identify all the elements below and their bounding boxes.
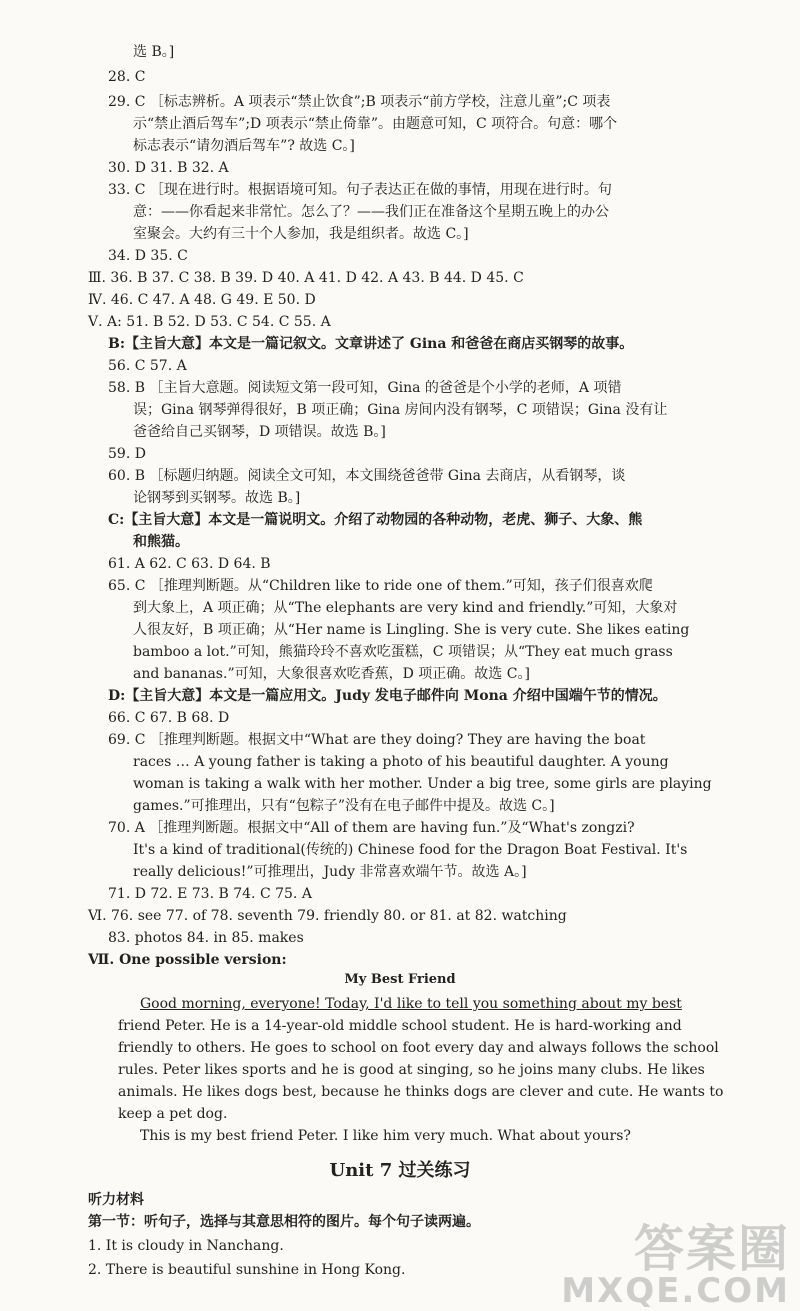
essay-line: Good morning, everyone! Today, I'd like to tell you something about my best — [140, 996, 682, 1012]
text-line: 到大象上，A 项正确；从“The elephants are very kind and friendly.”可知，大象对 — [133, 600, 678, 616]
section-6-answers-cont: 83. photos 84. in 85. makes — [108, 930, 304, 946]
passage-b-summary: B:【主旨大意】本文是一篇记叙文。文章讲述了 Gina 和爸爸在商店买钢琴的故事。 — [108, 336, 634, 352]
watermark-logo — [561, 1220, 790, 1311]
essay-title: My Best Friend — [344, 972, 456, 987]
text-line: races … A young father is taking a photo of his beautiful daughter. A young — [133, 754, 669, 770]
text-line: bamboo a lot.”可知，熊猫玲玲不喜欢吃蛋糕，C 项错误；从“They eat much grass — [133, 644, 673, 660]
answer-29: 29. C ［标志辨析。A 项表示“禁止饮食”;B 项表示“前方学校，注意儿童”;C 项表 — [108, 94, 611, 110]
text-line: 误；Gina 钢琴弹得很好，B 项正确；Gina 房间内没有钢琴，C 项错误；Gina 没有让 — [133, 402, 668, 418]
text-line: 人很友好，B 项正确；从“Her name is Lingling. She is very cute. She likes eating — [133, 622, 690, 638]
passage-c-summary: C:【主旨大意】本文是一篇说明文。介绍了动物园的各种动物，老虎、狮子、大象、熊 — [108, 512, 643, 528]
answer-56-57: 56. C 57. A — [108, 358, 187, 374]
text-line: 标志表示“请勿酒后驾车”? 故选 C。] — [133, 138, 355, 154]
section-7-heading: Ⅶ. One possible version: — [88, 952, 287, 968]
text-line: really delicious!”可推理出，Judy 非常喜欢端午节。故选 A。] — [133, 864, 527, 880]
text-line: 选 B。] — [133, 44, 175, 60]
text-line: 爸爸给自己买钢琴，D 项错误。故选 B。] — [133, 424, 386, 440]
listening-section-1: 第一节：听句子，选择与其意思相符的图片。每个句子读两遍。 — [88, 1214, 480, 1230]
answer-34-35: 34. D 35. C — [108, 248, 188, 264]
answer-30-32: 30. D 31. B 32. A — [108, 160, 229, 176]
answer-28: 28. C — [108, 69, 146, 85]
text-line: and bananas.”可知，大象很喜欢吃香蕉，D 项正确。故选 C。] — [133, 666, 530, 682]
unit-title: Unit 7 过关练习 — [329, 1160, 471, 1181]
text-line: 意：——你看起来非常忙。怎么了？——我们正在准备这个星期五晚上的办公 — [133, 204, 609, 220]
passage-d-summary: D:【主旨大意】本文是一篇应用文。Judy 发电子邮件向 Mona 介绍中国端午节的情况。 — [108, 688, 667, 704]
answer-61-64: 61. A 62. C 63. D 64. B — [108, 556, 271, 572]
answer-66-68: 66. C 67. B 68. D — [108, 710, 230, 726]
text-line: woman is taking a walk with her mother. Under a big tree, some girls are playing — [133, 776, 712, 792]
answer-70: 70. A ［推理判断题。根据文中“All of them are having fun.”及“What's zongzi? — [108, 820, 635, 836]
answer-59: 59. D — [108, 446, 146, 462]
essay-line: keep a pet dog. — [118, 1106, 228, 1122]
essay-line: animals. He likes dogs best, because he thinks dogs are clever and cute. He wants to — [118, 1084, 724, 1100]
essay-line: rules. Peter likes sports and he is good at singing, so he joins many clubs. He likes — [118, 1062, 705, 1078]
answer-60: 60. B ［标题归纳题。阅读全文可知，本文围绕爸爸带 Gina 去商店，从看钢琴，谈 — [108, 468, 626, 484]
answer-69: 69. C ［推理判断题。根据文中“What are they doing? They are having the boat — [108, 732, 646, 748]
essay-line: This is my best friend Peter. I like him very much. What about yours? — [140, 1128, 631, 1144]
listening-heading: 听力材料 — [88, 1192, 144, 1208]
text-line: 论钢琴到买钢琴。故选 B。] — [133, 490, 301, 506]
section-4-answers: Ⅳ. 46. C 47. A 48. G 49. E 50. D — [88, 292, 316, 308]
section-3-answers: Ⅲ. 36. B 37. C 38. B 39. D 40. A 41. D 42. A 43. B 44. D 45. C — [88, 270, 524, 286]
text-line: 和熊猫。 — [133, 534, 189, 550]
answer-71-75: 71. D 72. E 73. B 74. C 75. A — [108, 886, 312, 902]
answer-33: 33. C ［现在进行时。根据语境可知。句子表达正在做的事情，用现在进行时。句 — [108, 182, 612, 198]
answer-58: 58. B ［主旨大意题。阅读短文第一段可知，Gina 的爸爸是个小学的老师，A 项错 — [108, 380, 622, 396]
watermark-url: MXQE.COM — [561, 1271, 790, 1311]
section-6-answers: Ⅵ. 76. see 77. of 78. seventh 79. friendly 80. or 81. at 82. watching — [88, 908, 567, 924]
text-line: It's a kind of traditional(传统的) Chinese food for the Dragon Boat Festival. It's — [133, 842, 688, 858]
watermark-text: 答案圈 — [634, 1220, 790, 1278]
listening-item: 2. There is beautiful sunshine in Hong Kong. — [88, 1262, 406, 1278]
text-line: games.”可推理出，只有“包粽子”没有在电子邮件中提及。故选 C。] — [133, 798, 555, 814]
listening-item: 1. It is cloudy in Nanchang. — [88, 1238, 284, 1254]
answer-65: 65. C ［推理判断题。从“Children like to ride one of them.”可知，孩子们很喜欢爬 — [108, 578, 653, 594]
essay-line: friend Peter. He is a 14-year-old middle school student. He is hard-working and — [118, 1018, 682, 1034]
text-line: 室聚会。大约有三十个人参加，我是组织者。故选 C。] — [133, 226, 469, 242]
essay-line: friendly to others. He goes to school on foot every day and always follows the school — [118, 1040, 719, 1056]
text-line: 示“禁止酒后驾车”;D 项表示“禁止倚靠”。由题意可知，C 项符合。句意：哪个 — [133, 116, 618, 132]
section-5a-answers: Ⅴ. A: 51. B 52. D 53. C 54. C 55. A — [88, 314, 331, 330]
